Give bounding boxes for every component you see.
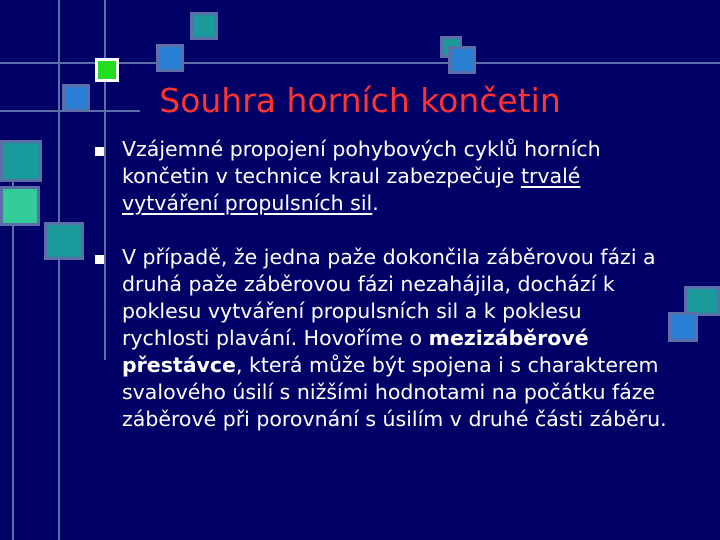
bullet-list: [95, 136, 675, 433]
bold-term: mezizáběrové přestávce: [122, 326, 589, 377]
decorative-square: [0, 186, 40, 226]
bullet-text-end: .: [372, 191, 379, 215]
underlined-text: trvalé vytváření propulsních sil: [122, 164, 581, 215]
bullet-marker-icon: [95, 147, 104, 156]
bullet-item: [95, 136, 675, 217]
bullet-text: V případě, že jedna paže dokončila záběrovou fázi a druhá paže záběrovou fázi nezahájila, dochází k poklesu vytváření propulsních sil a k poklesu rychlosti plavání. Hovoříme o: [122, 245, 656, 350]
bullet-text: Vzájemné propojení pohybových cyklů horních končetin v technice kraul zabezpečuje: [122, 137, 601, 188]
slide-title: Souhra horních končetin: [159, 81, 561, 120]
bullet-marker-icon: [95, 255, 104, 264]
decorative-square: [156, 44, 184, 72]
decorative-square: [0, 140, 42, 182]
decorative-square: [95, 58, 119, 82]
bullet-item: [95, 244, 675, 433]
decorative-square: [190, 12, 218, 40]
decorative-square: [448, 46, 476, 74]
bullet-text-end: , která může být spojena i s charakterem svalového úsilí s nižšími hodnotami na počátku fáze záběrové při porovnání s úsilím v druhé části záběru.: [122, 353, 667, 431]
decorative-square: [44, 222, 84, 260]
